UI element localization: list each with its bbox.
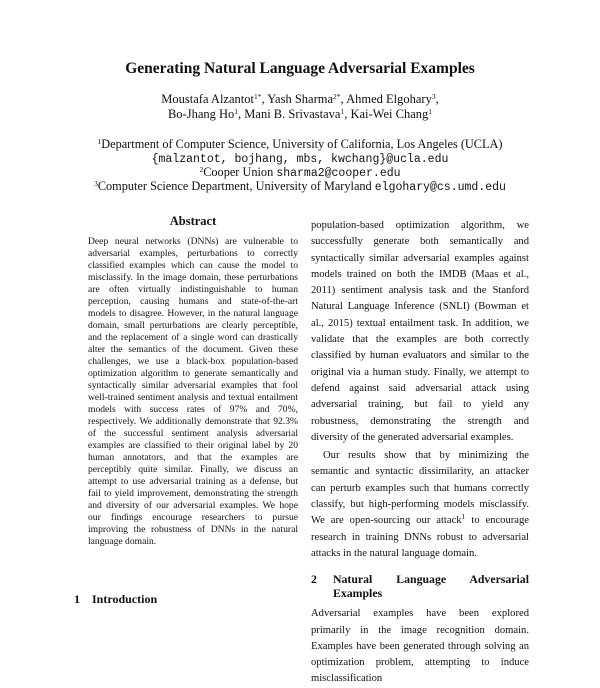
affiliation-text: Computer Science Department, University of Maryland	[97, 179, 372, 193]
author-separator: ,	[435, 92, 439, 106]
author-line-2	[0, 107, 600, 122]
paragraph	[311, 448, 529, 562]
email-address: sharma2@cooper.edu	[276, 167, 401, 180]
affiliation-marker: 3	[94, 179, 98, 188]
paragraph-text: Our results show that by minimizing the semantic and syntactic dissimilarity, an attacker can perturb examples such that humans correctly classify, but high-performing models misclassify. We are open-sourcing our attack	[311, 450, 529, 527]
author-separator: ,	[261, 92, 268, 106]
author-name: Ahmed Elgohary	[346, 92, 432, 106]
author-name: Kai-Wei Chang	[350, 107, 429, 121]
author-marker: 1	[428, 107, 433, 116]
paragraph: Adversarial examples have been explored primarily in the image recognition domain. Examples have been generated through solving an optimization problem, attempting to induce misclassification	[311, 608, 529, 685]
section-number: 2	[311, 572, 317, 587]
affiliation-2	[0, 165, 600, 180]
affiliation-3	[0, 179, 600, 194]
right-column	[311, 218, 529, 688]
author-name: Moustafa Alzantot	[161, 92, 254, 106]
author-name: Yash Sharma	[267, 92, 334, 106]
affiliation-text: Department of Computer Science, University of California, Los Angeles (UCLA)	[101, 137, 503, 151]
author-marker: 2*	[333, 92, 341, 101]
author-name: Mani B. Srivastava	[244, 107, 341, 121]
section-number: 1	[74, 592, 80, 606]
affiliation-marker: 1	[97, 137, 102, 146]
abstract-body: Deep neural networks (DNNs) are vulnerable to adversarial examples, perturbations to correctly classified examples which can cause the model to misclassify. In the image domain, these perturbations are often virtually indistinguishable to human perception, causing humans and state-of-the-art models to disagree. However, in the natural language domain, small perturbations are clearly perceptible, and the replacement of a single word can drastically alter the semantics of the document. Given these challenges, we use a black-box population-based optimization algorithm to generate semantically and syntactically similar adversarial examples that fool well-trained sentiment analysis and textual entailment models with success rates of 97% and 70%, respectively. We additionally demonstrate that 92.3% of the successful sentiment analysis adversarial examples are classified to their original label by 20 human annotators, and that the examples are perceptibly quite similar. Finally, we discuss an attempt to use adversarial training as a defense, but fail to yield improvement, demonstrating the strength and diversity of our adversarial examples. We hope our findings encourage researchers to pursue improving the robustness of DNNs in the natural language domain.	[88, 236, 298, 547]
author-separator: ,	[340, 92, 347, 106]
author-marker: 1	[340, 107, 345, 116]
abstract-heading: Abstract	[169, 214, 217, 228]
paragraph: population-based optimization algorithm, we successfully generate both semantically and syntactically similar adversarial examples against models trained on both the IMDB (Maas et al., 2011) sentiment analysis task and the Stanford Natural Language Inference (SNLI) (Bowman et al., 2015) textual entailment task. In addition, we validate that the examples are both correctly classified by human evaluators and similar to the original via a human study. Finally, we attempt to defend against said adversarial attack using adversarial training, but fail to yield any robustness, demonstrating the strength and diversity of the generated adversarial examples.	[311, 220, 529, 443]
section-2-heading	[311, 572, 529, 600]
author-line-1	[0, 92, 600, 107]
author-marker: 3	[431, 92, 436, 101]
email-address: {malzantot, bojhang, mbs, kwchang}@ucla.edu	[151, 153, 449, 166]
paragraph-text: to encourage research in training DNNs robust to adversarial attacks in the natural language domain.	[311, 515, 529, 559]
author-separator: ,	[238, 107, 245, 121]
author-marker: 1*	[253, 92, 262, 101]
author-name: Bo-Jhang Ho	[167, 107, 235, 121]
footnote-marker: 1	[461, 512, 466, 522]
section-title: Introduction	[92, 592, 158, 606]
affiliation-marker: 2	[199, 165, 204, 174]
email-address: elgohary@cs.umd.edu	[374, 181, 506, 194]
affiliation-1-emails	[0, 151, 600, 166]
section-title: Natural Language Adversarial Examples	[333, 572, 529, 601]
paper-title: Generating Natural Language Adversarial Examples	[125, 60, 475, 77]
affiliation-text: Cooper Union	[203, 165, 274, 179]
author-marker: 1	[234, 107, 239, 116]
affiliation-1	[0, 137, 600, 152]
author-separator: ,	[344, 107, 351, 121]
